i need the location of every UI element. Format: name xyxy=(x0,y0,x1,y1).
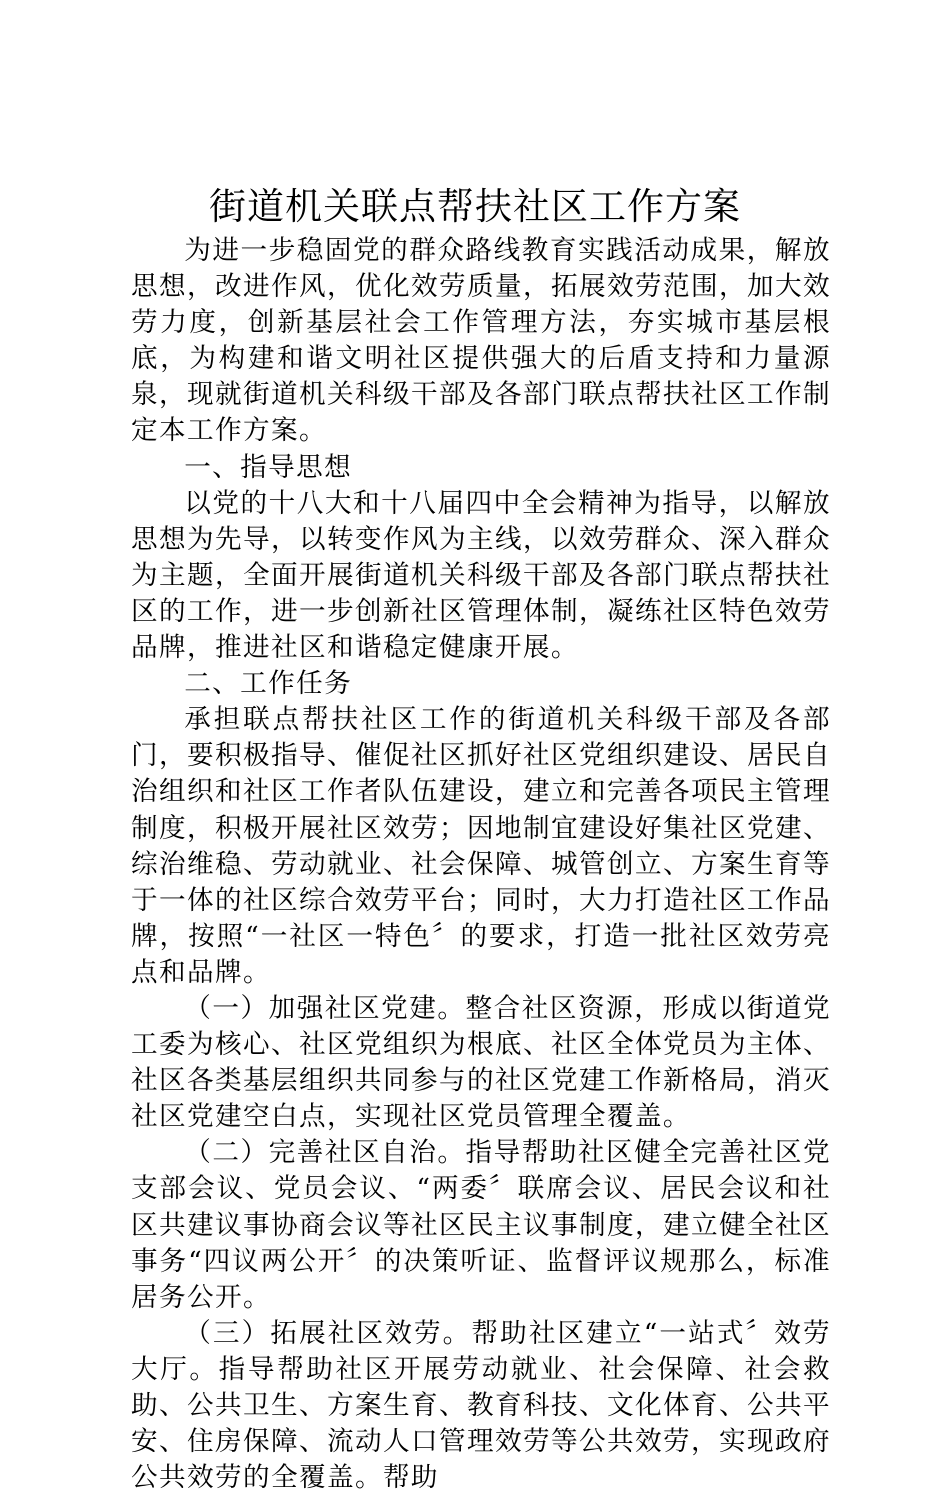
document-body xyxy=(131,233,831,1496)
paragraph-intro: 为进一步稳固党的群众路线教育实践活动成果，解放思想，改进作风，优化效劳质量，拓展效劳范围，加大效劳力度，创新基层社会工作管理方法，夯实城市基层根底，为构建和谐文明社区提供强大的后盾支持和力量源泉，现就街道机关科级干部及各部门联点帮扶社区工作制定本工作方案。 xyxy=(131,235,831,447)
paragraph-community-autonomy: （二）完善社区自治。指导帮助社区健全完善社区党支部会议、党员会议、“两委〞联席会议、居民会议和社区共建议事协商会议等社区民主议事制度，建立健全社区事务“四议两公开〞的决策听证、监督评议规那么，标准居务公开。 xyxy=(131,1137,831,1313)
paragraph-community-services: （三）拓展社区效劳。帮助社区建立“一站式〞效劳大厅。指导帮助社区开展劳动就业、社会保障、社会救助、公共卫生、方案生育、教育科技、文化体育、公共平安、住房保障、流动人口管理效劳等公共效劳，实现政府公共效劳的全覆盖。帮助 xyxy=(131,1317,831,1494)
section-heading-work-tasks: 二、工作任务 xyxy=(184,668,353,700)
paragraph-party-building: （一）加强社区党建。整合社区资源，形成以街道党工委为核心、社区党组织为根底、社区全体党员为主体、社区各类基层组织共同参与的社区党建工作新格局，消灭社区党建空白点，实现社区党员管理全覆盖。 xyxy=(131,992,831,1133)
section-heading-guiding-ideology: 一、指导思想 xyxy=(184,451,353,483)
paragraph-work-tasks: 承担联点帮扶社区工作的街道机关科级干部及各部门，要积极指导、催促社区抓好社区党组织建设、居民自治组织和社区工作者队伍建设，建立和完善各项民主管理制度，积极开展社区效劳；因地制宜建设好集社区党建、综治维稳、劳动就业、社会保障、城管创立、方案生育等于一体的社区综合效劳平台；同时，大力打造社区工作品牌，按照“一社区一特色〞的要求，打造一批社区效劳亮点和品牌。 xyxy=(131,704,831,988)
document-title: 街道机关联点帮扶社区工作方案 xyxy=(209,185,741,228)
paragraph-guiding-ideology: 以党的十八大和十八届四中全会精神为指导，以解放思想为先导，以转变作风为主线，以效劳群众、深入群众为主题，全面开展街道机关科级干部及各部门联点帮扶社区的工作，进一步创新社区管理体制，凝练社区特色效劳品牌，推进社区和谐稳定健康开展。 xyxy=(131,487,831,664)
